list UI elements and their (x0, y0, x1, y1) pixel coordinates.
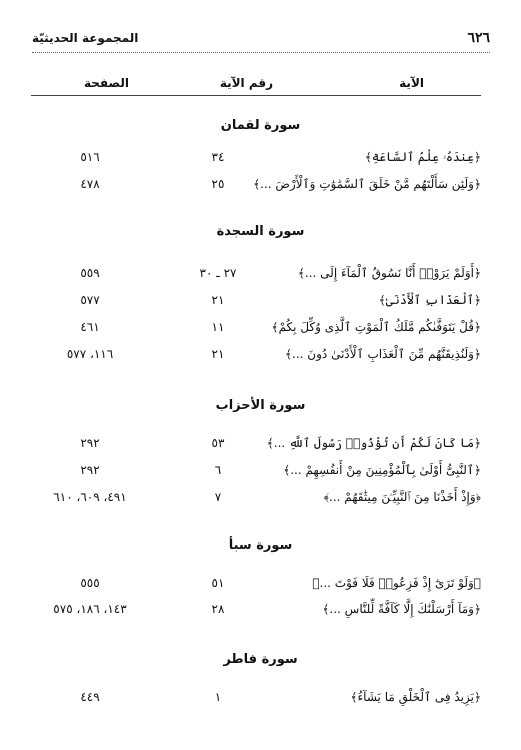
index-row (31, 488, 481, 510)
ayah-text: ﴿وَلَئِن سَأَلْتَهُم مَّنْ خَلَقَ ٱلسَّمَٰوَٰتِ وَٱلْأَرْضَ ...﴾ (253, 177, 481, 191)
page-ref: ١١٦، ٥٧٧ (66, 347, 114, 361)
column-header-page: الصفحة (83, 76, 129, 90)
index-row (31, 434, 481, 456)
ayah-text: ﴿ٱلنَّبِىُّ أَوْلَىٰ بِٱلْمُؤْمِنِينَ مِنْ أَنفُسِهِمْ ...﴾ (283, 463, 481, 477)
index-row (31, 148, 481, 170)
ayah-text: ﴿وَلَنُذِيقَنَّهُم مِّنَ ٱلْعَذَابِ ٱلْأَدْنَىٰ دُونَ ...﴾ (285, 347, 481, 361)
surah-heading: سورة سبأ (228, 538, 293, 553)
ayah-text: ﴿أَوَلَمْ يَرَوْا۟ أَنَّا نَسُوقُ ٱلْمَآءَ إِلَى ...﴾ (297, 266, 481, 280)
page-number: ٦٢٦ (467, 30, 490, 46)
ayah-number: ٢٥ (211, 177, 225, 191)
surah-heading: سورة لقمان (220, 118, 301, 133)
page-ref: ٥١٦ (80, 150, 100, 164)
ayah-number: ٥٣ (211, 436, 225, 450)
ayah-text: ﴿مَا كَانَ لَكُمْ أَن تُؤْذُوا۟ رَسُولَ ٱللَّهِ ...﴾ (266, 436, 481, 450)
ayah-number: ٥١ (211, 576, 225, 590)
ayah-text: ﴿يَزِيدُ فِى ٱلْخَلْقِ مَا يَشَآءُ﴾ (350, 690, 481, 704)
page-ref: ٥٥٥ (80, 576, 100, 590)
ayah-text: ﴿وَإِذْ أَخَذْنَا مِنَ ٱلنَّبِيِّـۧنَ مِيثَٰقَهُمْ ...﴾ (323, 490, 481, 504)
ayah-number: ٢١ (211, 293, 225, 307)
page-ref: ٢٩٢ (80, 463, 100, 477)
page-ref: ٥٧٧ (80, 293, 100, 307)
ayah-number: ١ (214, 690, 222, 704)
column-header-ayah: الآية (399, 76, 424, 90)
ayah-number: ٧ (214, 490, 222, 504)
ayah-text: ﴿قُلْ يَتَوَفَّىٰكُم مَّلَكُ ٱلْمَوْتِ ٱلَّذِى وُكِّلَ بِكُمْ﴾ (271, 320, 481, 334)
column-header-ayah-number: رقم الآية (219, 76, 273, 90)
ayah-text: ﴿ٱلْعَذَابِ ٱلْأَدْنَىٰ﴾ (378, 293, 481, 307)
index-row (31, 318, 481, 340)
ayah-number: ٢٧ ـ ٣٠ (199, 266, 237, 280)
surah-heading: سورة فاطر (223, 652, 298, 667)
index-row (31, 345, 481, 367)
ayah-text: ﴿وَمَآ أَرْسَلْنَٰكَ إِلَّا كَآفَّةً لِّلنَّاسِ ...﴾ (322, 602, 481, 616)
index-row (31, 600, 481, 622)
running-title: المجموعة الحديثيّة (32, 31, 139, 45)
ayah-number: ٦ (214, 463, 222, 477)
ayah-text: ﴿عِندَهُۥ عِلْمُ ٱلسَّاعَةِ﴾ (364, 150, 481, 164)
index-row (31, 175, 481, 197)
page-ref: ٢٩٢ (80, 436, 100, 450)
surah-heading: سورة السجدة (216, 224, 305, 239)
page-ref: ١٤٣، ١٨٦، ٥٧٥ (53, 602, 127, 616)
index-row (31, 688, 481, 710)
index-row (31, 291, 481, 313)
index-row (31, 574, 481, 596)
page-ref: ٤٤٩ (80, 690, 100, 704)
ayah-number: ٣٤ (211, 150, 225, 164)
ayah-text: ﴿وَلَوْ تَرَىٰٓ إِذْ فَزِعُوا۟ فَلَا فَوْتَ ...﴾ (312, 576, 481, 590)
page-ref: ٥٥٩ (80, 266, 100, 280)
page-ref: ٤٩١، ٦٠٩، ٦١٠ (53, 490, 127, 504)
page-ref: ٤٦١ (80, 320, 100, 334)
column-header-divider (31, 95, 481, 96)
surah-heading: سورة الأحزاب (215, 398, 306, 413)
ayah-number: ٢٨ (211, 602, 225, 616)
index-row (31, 264, 481, 286)
page-ref: ٤٧٨ (80, 177, 100, 191)
ayah-number: ١١ (211, 320, 225, 334)
ayah-number: ٢١ (211, 347, 225, 361)
index-row (31, 461, 481, 483)
page-header (32, 28, 490, 53)
